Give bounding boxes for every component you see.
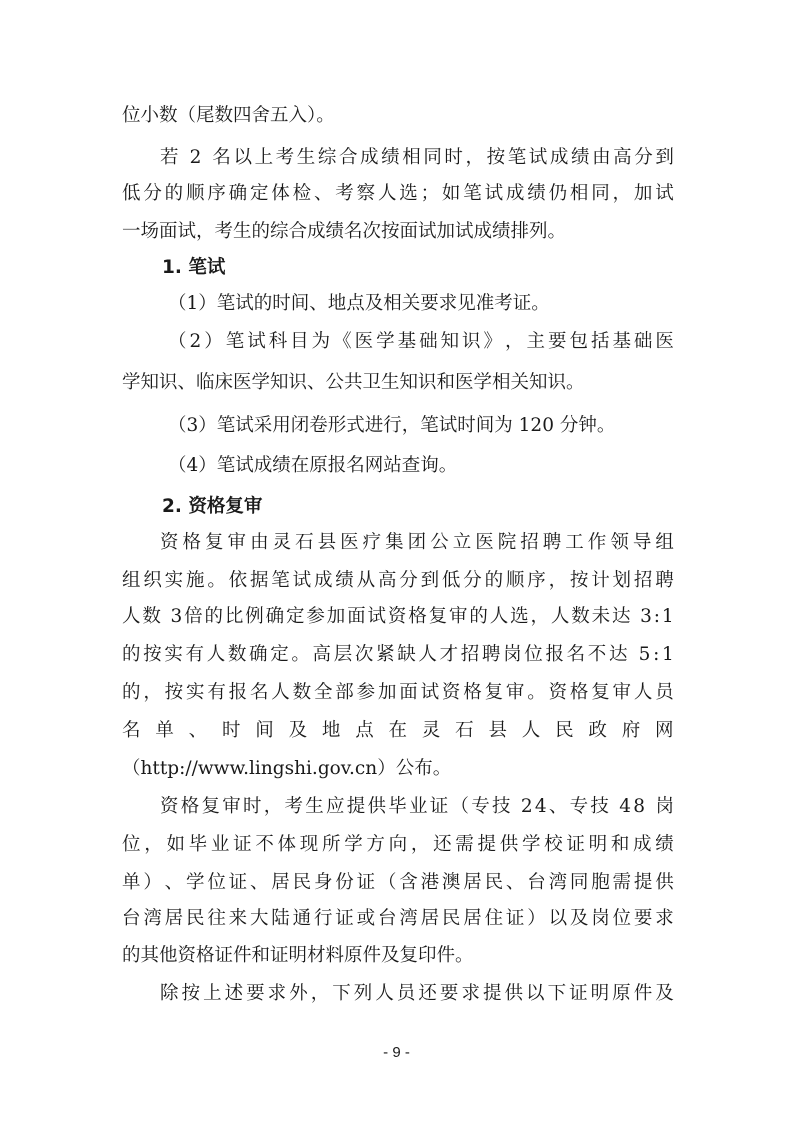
text-line: 名 单 、 时 间 及 地 点 在 灵 石 县 人 民 政 府 网 — [122, 720, 674, 741]
text-line: （http://www.lingshi.gov.cn）公布。 — [122, 758, 452, 779]
text-line: 若 2 名 以 上 考 生 综 合 成 绩 相 同 时 ， 按 笔 试 成 绩 由 高 分 到 — [160, 147, 674, 168]
text-line: （3）笔试采用闭卷形式进行，笔试时间为 120 分钟。 — [168, 415, 616, 436]
text-line: （1）笔试的时间、地点及相关要求见准考证。 — [168, 293, 550, 314]
text-line: 人 数 3 倍 的 比 例 确 定 参 加 面 试 资 格 复 审 的 人 选 ， 人 数 未 达 3 : 1 — [122, 606, 674, 627]
text-line: 的 ， 按 实 有 报 名 人 数 全 部 参 加 面 试 资 格 复 审 。 资 格 复 审 人 员 — [122, 682, 674, 703]
text-line: 的其他资格证件和证明材料原件及复印件。 — [122, 945, 474, 966]
page-number: - 9 - — [383, 1044, 410, 1061]
section-heading: 2. 资格复审 — [162, 496, 263, 517]
text-line: 低 分 的 顺 序 确 定 体 检 、 考 察 人 选 ； 如 笔 试 成 绩 仍 相 同 ， 加 试 — [122, 183, 674, 204]
text-line: 的 按 实 有 人 数 确 定 。 高 层 次 紧 缺 人 才 招 聘 岗 位 报 名 不 达 5 : 1 — [122, 644, 674, 665]
text-line: 台 湾 居 民 往 来 大 陆 通 行 证 或 台 湾 居 民 居 住 证 ） 以 及 岗 位 要 求 — [122, 908, 674, 929]
text-line: 学知识、临床医学知识、公共卫生知识和医学相关知识。 — [122, 372, 585, 393]
text-line: 资 格 复 审 由 灵 石 县 医 疗 集 团 公 立 医 院 招 聘 工 作 领 导 组 — [160, 532, 674, 553]
text-line: 一场面试，考生的综合成绩名次按面试加试成绩排列。 — [122, 221, 567, 242]
text-line: 位 ， 如 毕 业 证 不 体 现 所 学 方 向 ， 还 需 提 供 学 校 证 明 和 成 绩 — [122, 834, 674, 855]
text-line: （4）笔试成绩在原报名网站查询。 — [168, 455, 458, 476]
text-line: 组 织 实 施 。 依 据 笔 试 成 绩 从 高 分 到 低 分 的 顺 序 ， 按 计 划 招 聘 — [122, 570, 674, 591]
text-line: （ 2 ） 笔 试 科 目 为 《 医 学 基 础 知 识 》 ， 主 要 包 括 基 础 医 — [168, 331, 674, 352]
text-line: 单 ） 、 学 位 证 、 居 民 身 份 证 （ 含 港 澳 居 民 、 台 湾 同 胞 需 提 供 — [122, 872, 674, 893]
section-heading: 1. 笔试 — [162, 257, 226, 278]
text-line: 位小数（尾数四舍五入）。 — [122, 105, 335, 126]
text-line: 资 格 复 审 时 ， 考 生 应 提 供 毕 业 证 （ 专 技 2 4 、 专 技 4 8 岗 — [160, 796, 674, 817]
text-line: 除 按 上 述 要 求 外 ， 下 列 人 员 还 要 求 提 供 以 下 证 明 原 件 及 — [160, 983, 674, 1004]
